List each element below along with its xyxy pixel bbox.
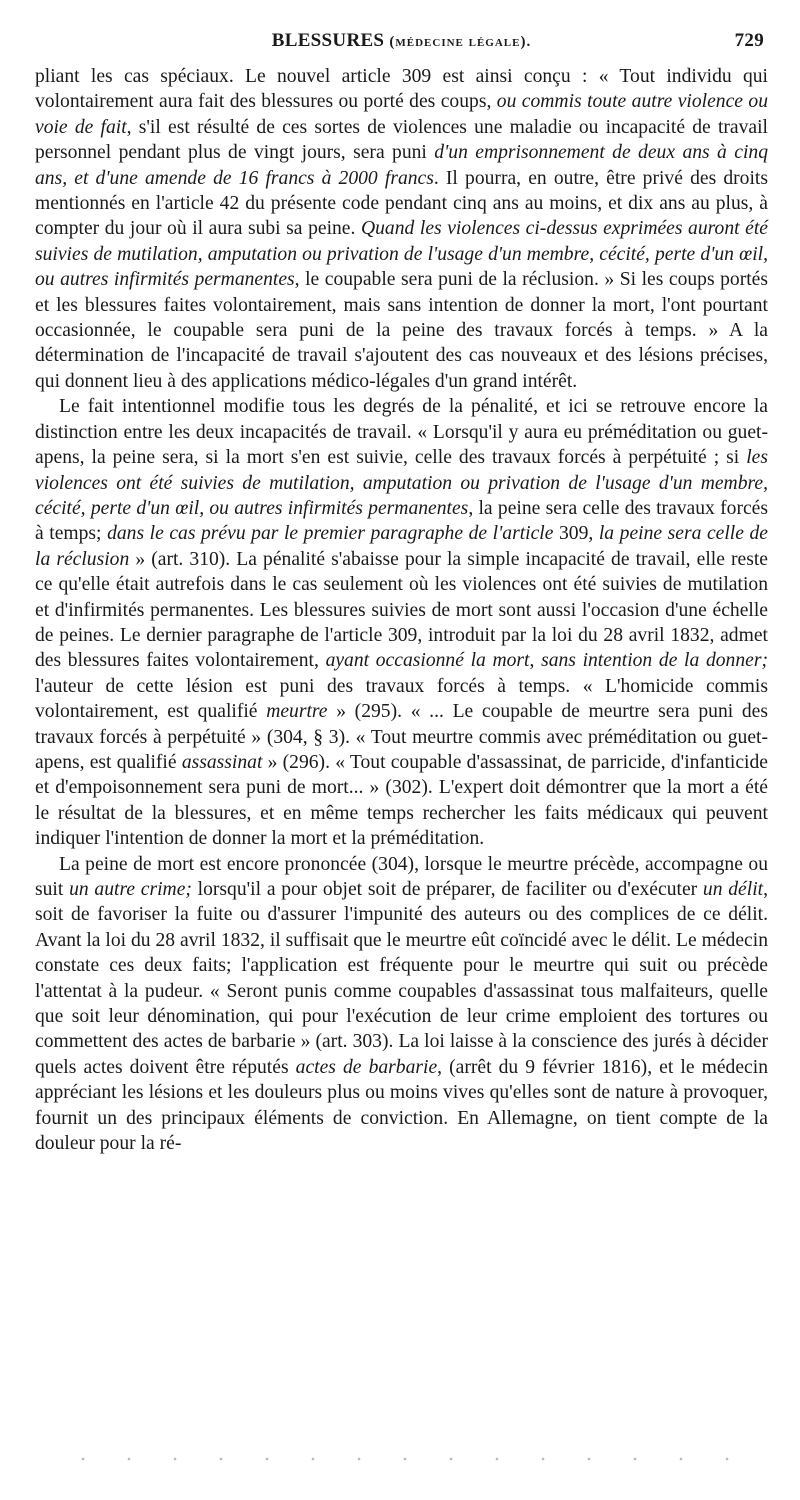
running-head-title [35,30,768,52]
italic-segment: ou commis toute autre violence ou voie de fait [35,91,768,138]
italic-segment: un délit [702,879,764,900]
running-head-title-sub: (médecine légale). [389,34,532,50]
italic-segment: un autre crime; [69,879,192,900]
paragraph-2 [35,394,768,851]
italic-segment: ayant occasionné la mort [325,650,530,672]
italic-segment: d'un emprisonnement de deux ans à cinq ans, et d'une amende de 16 francs à 2000 francs [35,142,768,189]
running-head-title-main: BLESSURES [271,30,385,51]
text-segment: lorsqu'il a pour objet soit de préparer, de faciliter ou d'exécuter [191,879,703,900]
text-segment: l'auteur de cette lésion est puni des travaux forcés à temps. « L'homicide commis volontairement, est qualifié [35,675,768,723]
text-segment: , soit de favoriser la fuite ou d'assurer l'impunité des auteurs ou des complices de ce délit. Avant la loi du 28 avril 1832, il suffisait que le meurtre eût coïncidé avec le délit. Le médecin constate ces deux faits; l'application est fréquente pour le meurtre qui suit ou précède l'attentat à la pudeur. « Seront punis comme coupables d'assassinat tous malfaiteurs, quelle que soit leur dénomination, qui pour l'exécution de leur crime emploient des tortures ou commettent des actes de barbarie » (art. 303). La loi laisse à la conscience des jurés à décider quels actes doivent être réputés [35,879,768,1078]
text-segment: » (296). « Tout coupable d'assassinat, de parricide, d'infanticide et d'empoisonnement sera puni de mort... » (302). L'expert doit démontrer que la mort a été le résultat de la blessures, et en même temps rechercher les faits médicaux qui peuvent indiquer l'intention de donner la mort et la préméditation. [35,751,768,850]
italic-segment: la peine sera celle de la réclusion [35,523,768,570]
text-segment: , s'il est résulté de ces sortes de violences une maladie ou incapacité de travail personnel pendant plus de vingt jours, sera puni [35,116,768,164]
text-segment: , le coupable sera puni de la réclusion. » Si les coups portés et les blessures faites volontairement, mais sans intention de donner la mort, l'ont pourtant occasionnée, le coupable sera puni de la peine des travaux forcés à temps. » A la détermination de l'incapacité de travail s'ajoutent des cas nouveaux et des lésions précises, qui donnent lieu à des applications médico-légales d'un grand intérêt. [35,269,768,392]
paragraph-3 [35,852,768,1157]
italic-segment: assassinat [181,751,263,773]
body-text [35,64,768,1156]
page-number: 729 [734,30,764,51]
text-segment: pliant les cas spéciaux. Le nouvel article 309 est ainsi conçu : « Tout individu qui volontairement aura fait des blessures ou porté des coups, [35,66,768,113]
text-segment: » (295). « ... Le coupable de meurtre sera puni des travaux forcés à perpétuité » (304, § 3). « Tout meurtre commis avec préméditation ou guet-apens, est qualifié [35,701,768,773]
text-segment: . Il pourra, en outre, être privé des droits mentionnés en l'article 42 du présente code pendant cinq ans au moins, et dix ans au plus, à compter du jour où il aura subi sa peine. [35,167,768,240]
italic-segment: actes de barbarie [295,1056,438,1078]
italic-segment: Quand les violences ci-dessus exprimées auront été suivies de mutilation, amputation ou privation de l'usage d'un membre, cécité, perte d'un œil, ou autres infirmités permanentes [35,218,768,291]
text-segment: , (arrêt du 9 février 1816), et le médecin appréciant les lésions et les douleurs plus ou moins vives qu'elles sont de nature à provoquer, fournit un des principaux éléments de conviction. En Allemagne, on tient compte de la douleur pour la ré- [35,1056,768,1155]
italic-segment: dans le cas prévu par le premier paragraphe de l'article [107,523,554,545]
text-segment: La peine de mort est encore prononcée (304), lorsque le meurtre précède, accompagne ou suit [35,853,768,900]
paragraph-1 [35,64,768,394]
text-segment: , la peine sera celle des travaux forcés à temps; [35,497,768,545]
text-segment: » (art. 310). La pénalité s'abaisse pour la simple incapacité de travail, elle reste ce qu'elle était autrefois dans le cas seulement où les violences ont été suivies de mutilation et d'infirmités permanentes. Les blessures suivies de mort sont aussi l'occasion d'une échelle de peines. Le dernier paragraphe de l'article 309, introduit par la loi du 28 avril 1832, admet des blessures faites volontairement, [35,548,768,672]
text-segment: , [529,650,542,672]
italic-segment: les violences ont été suivies de mutilation, amputation ou privation de l'usage d'un membre, cécité, perte d'un œil, ou autres infirmités permanentes [35,447,768,519]
bottom-edge-specks [60,1456,740,1462]
italic-segment: sans intention de la donner; [541,650,768,672]
text-segment: 309, [553,523,599,545]
running-head [35,30,768,64]
italic-segment: meurtre [266,701,328,723]
text-segment: Le fait intentionnel modifie tous les degrés de la pénalité, et ici se retrouve encore la distinction entre les deux incapacités de travail. « Lorsqu'il y aura eu préméditation ou guet-apens, la peine sera, si la mort s'en est suivie, celle des travaux forcés à perpétuité ; si [35,396,768,469]
